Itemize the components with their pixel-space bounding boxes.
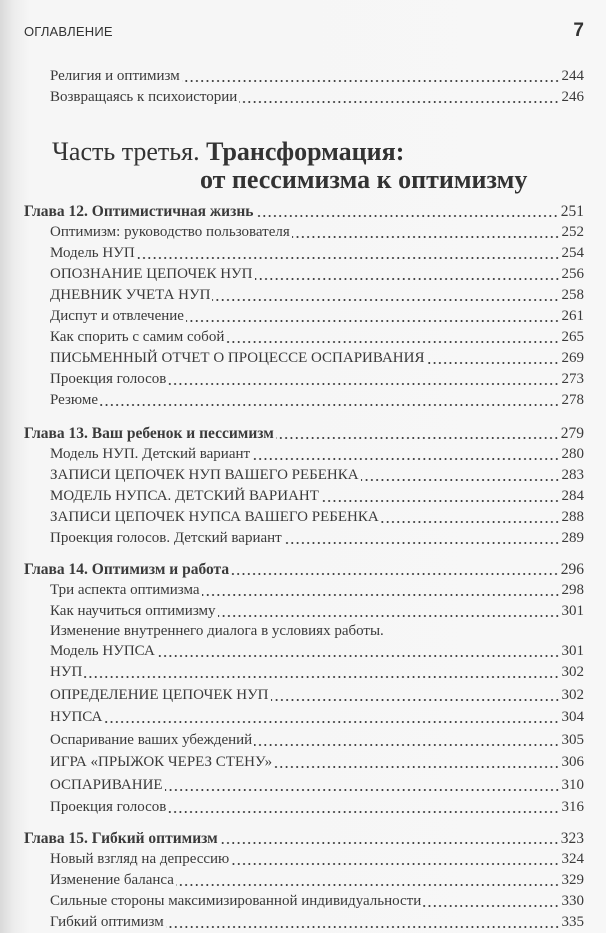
toc-entry bbox=[24, 797, 584, 818]
dot-leader bbox=[231, 863, 559, 865]
entry-page: 279 bbox=[560, 425, 584, 442]
entry-title: Глава 15. Гибкий оптимизм bbox=[24, 830, 218, 847]
entry-page: 244 bbox=[561, 68, 584, 84]
toc-entry bbox=[24, 222, 584, 243]
dot-leader bbox=[231, 573, 559, 575]
dot-leader bbox=[255, 215, 558, 217]
chapter-entry bbox=[24, 423, 584, 444]
entry-title: ДНЕВНИК УЧЕТА НУП bbox=[50, 287, 211, 303]
toc-entry bbox=[24, 465, 584, 486]
dot-leader bbox=[218, 615, 560, 617]
toc-entry bbox=[24, 528, 584, 549]
entry-page: 284 bbox=[561, 488, 584, 504]
dot-leader bbox=[186, 320, 560, 322]
entry-page: 306 bbox=[561, 754, 584, 770]
dot-leader bbox=[254, 744, 559, 746]
toc-entry bbox=[24, 662, 584, 683]
dot-leader bbox=[166, 926, 560, 928]
entry-title: Оспаривание ваших убеждений bbox=[50, 731, 253, 748]
entry-title: Проекция голосов bbox=[50, 799, 167, 815]
dot-leader bbox=[182, 80, 560, 82]
toc-entry bbox=[24, 849, 584, 870]
dot-leader bbox=[165, 789, 560, 791]
part-prefix: Часть третья. bbox=[52, 137, 200, 166]
entry-title: ИГРА «ПРЫЖОК ЧЕРЕЗ СТЕНУ» bbox=[50, 754, 273, 770]
dot-leader bbox=[212, 299, 559, 301]
toc-entry bbox=[24, 369, 584, 390]
toc-top-entries bbox=[24, 66, 584, 108]
entry-title: Гибкий оптимизм bbox=[50, 914, 164, 930]
toc-entry bbox=[24, 486, 584, 507]
dot-leader bbox=[361, 479, 560, 481]
entry-page: 316 bbox=[561, 799, 584, 815]
toc-entry bbox=[24, 730, 584, 751]
dot-leader bbox=[284, 542, 560, 544]
entry-title: Возвращаясь к психоистории bbox=[50, 89, 238, 105]
entry-title: НУПСА bbox=[50, 709, 103, 725]
dot-leader bbox=[220, 842, 559, 844]
entry-page: 305 bbox=[561, 731, 584, 748]
entry-page: 289 bbox=[561, 530, 584, 546]
toc-entry bbox=[24, 641, 584, 662]
entry-page: 246 bbox=[561, 89, 584, 105]
entry-page: 278 bbox=[561, 392, 584, 408]
entry-title: МОДЕЛЬ НУПСА. ДЕТСКИЙ ВАРИАНТ bbox=[50, 488, 319, 504]
part-subtitle: от пессимизма к оптимизму bbox=[200, 165, 528, 194]
dot-leader bbox=[168, 811, 559, 813]
toc-entry bbox=[24, 685, 584, 706]
dot-leader bbox=[381, 521, 560, 523]
entry-page: 310 bbox=[561, 776, 584, 793]
entry-page: 283 bbox=[561, 467, 584, 483]
entry-title: Диспут и отвлечение bbox=[50, 308, 184, 324]
chapter-entry bbox=[24, 559, 584, 580]
toc-entry bbox=[24, 444, 584, 465]
dot-leader bbox=[271, 699, 560, 701]
entry-page: 329 bbox=[561, 872, 584, 888]
entry-title: Глава 14. Оптимизм и работа bbox=[24, 561, 230, 578]
toc-entry bbox=[24, 507, 584, 528]
entry-page: 256 bbox=[561, 266, 584, 282]
entry-title: Как спорить с самим собой bbox=[50, 329, 225, 345]
dot-leader bbox=[321, 500, 560, 502]
toc-entry bbox=[24, 891, 584, 912]
dot-leader bbox=[226, 341, 559, 343]
entry-page: 273 bbox=[561, 371, 584, 387]
toc-entry bbox=[24, 285, 584, 306]
entry-page: 301 bbox=[561, 603, 584, 619]
toc-entry bbox=[24, 306, 584, 327]
entry-page: 330 bbox=[561, 893, 584, 909]
part-heading bbox=[52, 138, 527, 194]
entry-page: 298 bbox=[561, 582, 584, 598]
entry-page: 296 bbox=[560, 561, 584, 578]
toc-entry bbox=[24, 348, 584, 369]
dot-leader bbox=[104, 721, 559, 723]
entry-page: 261 bbox=[561, 308, 584, 324]
chapter-entry bbox=[24, 201, 584, 222]
toc-entry bbox=[24, 870, 584, 891]
entry-title: ОПОЗНАНИЕ ЦЕПОЧЕК НУП bbox=[50, 266, 253, 282]
entry-page: 335 bbox=[561, 914, 584, 930]
entry-title: Резюме bbox=[50, 392, 99, 408]
entry-title: Религия и оптимизм bbox=[50, 68, 180, 84]
toc-entry bbox=[24, 66, 584, 87]
toc-entry bbox=[24, 912, 584, 933]
toc-entry bbox=[24, 390, 584, 411]
entry-page: 258 bbox=[561, 287, 584, 303]
toc-entry bbox=[24, 707, 584, 728]
entry-page: 280 bbox=[561, 446, 584, 462]
page-number: 7 bbox=[573, 20, 584, 41]
dot-leader bbox=[423, 905, 559, 907]
part-title: Трансформация: bbox=[206, 137, 405, 166]
entry-title: Изменение баланса bbox=[50, 872, 174, 888]
dot-leader bbox=[137, 257, 560, 259]
toc-entry bbox=[24, 243, 584, 264]
running-header-title: ОГЛАВЛЕНИЕ bbox=[24, 24, 113, 39]
toc-entry bbox=[24, 327, 584, 348]
toc-entry bbox=[24, 580, 584, 601]
entry-title: Оптимизм: руководство пользователя bbox=[50, 224, 290, 240]
entry-page: 288 bbox=[561, 509, 584, 525]
dot-leader bbox=[176, 884, 560, 886]
dot-leader bbox=[100, 404, 559, 406]
dot-leader bbox=[84, 676, 559, 678]
dot-leader bbox=[168, 383, 559, 385]
toc-entry bbox=[24, 264, 584, 285]
dot-leader bbox=[292, 236, 560, 238]
entry-title: Модель НУП. Детский вариант bbox=[50, 446, 251, 462]
entry-title: ОСПАРИВАНИЕ bbox=[50, 776, 163, 793]
entry-title-continued: Изменение внутреннего диалога в условиях работы. bbox=[50, 623, 384, 639]
entry-title: Три аспекта оптимизма bbox=[50, 582, 200, 598]
entry-page: 324 bbox=[561, 851, 584, 867]
dot-leader bbox=[255, 278, 560, 280]
entry-title: Проекция голосов bbox=[50, 371, 167, 387]
dot-leader bbox=[239, 101, 559, 103]
entry-title: ЗАПИСИ ЦЕПОЧЕК НУПСА ВАШЕГО РЕБЕНКА bbox=[50, 509, 379, 525]
toc-entry bbox=[24, 752, 584, 773]
running-header bbox=[24, 20, 584, 42]
dot-leader bbox=[274, 766, 559, 768]
entry-page: 302 bbox=[561, 664, 584, 680]
dot-leader bbox=[202, 594, 560, 596]
dot-leader bbox=[426, 362, 559, 364]
entry-page: 265 bbox=[561, 329, 584, 345]
entry-page: 323 bbox=[560, 830, 584, 847]
toc-entry bbox=[24, 87, 584, 108]
entry-title: ПИСЬМЕННЫЙ ОТЧЕТ О ПРОЦЕССЕ ОСПАРИВАНИЯ bbox=[50, 350, 425, 366]
toc-chapters bbox=[24, 195, 584, 933]
entry-title: ЗАПИСИ ЦЕПОЧЕК НУП ВАШЕГО РЕБЕНКА bbox=[50, 467, 359, 483]
entry-title: Сильные стороны максимизированной индивидуальности bbox=[50, 893, 422, 909]
dot-leader bbox=[276, 437, 559, 439]
entry-title: НУП bbox=[50, 664, 83, 680]
entry-title: ОПРЕДЕЛЕНИЕ ЦЕПОЧЕК НУП bbox=[50, 686, 269, 703]
entry-title: Как научиться оптимизму bbox=[50, 603, 216, 619]
entry-title: Глава 12. Оптимистичная жизнь bbox=[24, 203, 254, 220]
toc-entry bbox=[24, 601, 584, 622]
entry-page: 252 bbox=[561, 224, 584, 240]
entry-title: Глава 13. Ваш ребенок и пессимизм bbox=[24, 425, 274, 442]
dot-leader bbox=[252, 458, 559, 460]
entry-page: 269 bbox=[561, 350, 584, 366]
entry-title: Модель НУПСА bbox=[50, 643, 155, 659]
toc-entry bbox=[24, 775, 584, 796]
chapter-entry bbox=[24, 828, 584, 849]
entry-page: 301 bbox=[561, 643, 584, 659]
entry-title: Модель НУП bbox=[50, 245, 135, 261]
entry-title: Проекция голосов. Детский вариант bbox=[50, 530, 282, 546]
entry-page: 304 bbox=[561, 709, 584, 725]
entry-title: Новый взгляд на депрессию bbox=[50, 851, 230, 867]
entry-page: 302 bbox=[561, 686, 584, 703]
entry-page: 254 bbox=[561, 245, 584, 261]
dot-leader bbox=[157, 655, 560, 657]
entry-page: 251 bbox=[560, 203, 584, 220]
